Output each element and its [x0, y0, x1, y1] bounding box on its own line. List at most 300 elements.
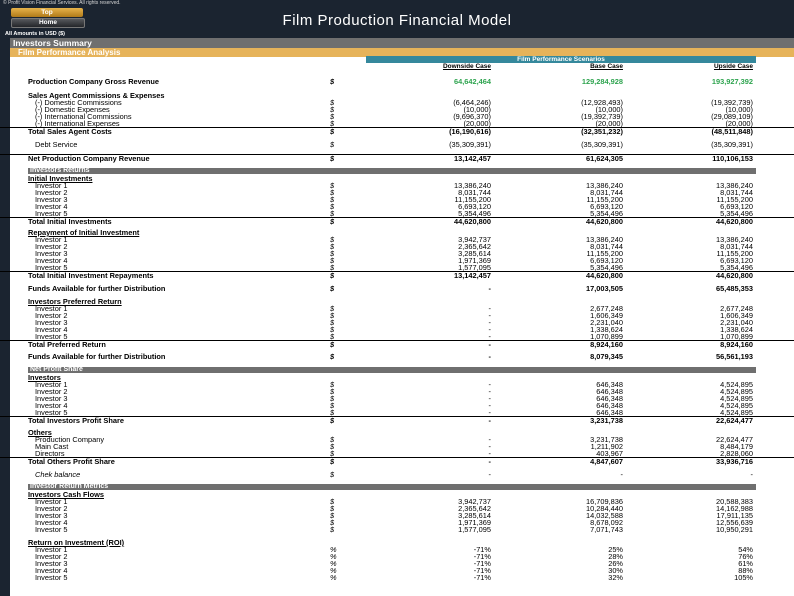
- row-unit: $: [330, 380, 335, 389]
- cell-value: 646,348: [596, 401, 623, 410]
- cell-value: 3,285,614: [458, 249, 491, 258]
- cell-value: (16,190,616): [449, 127, 491, 136]
- cell-value: 3,942,737: [458, 497, 491, 506]
- row-unit: $: [330, 235, 335, 244]
- cell-value: 105%: [734, 573, 753, 582]
- row-unit: $: [330, 518, 335, 527]
- cell-value: 11,155,200: [716, 249, 753, 258]
- table-row: [0, 512, 794, 519]
- cell-value: 2,677,248: [720, 304, 753, 313]
- row-label: (-) International Expenses: [35, 119, 120, 128]
- row-unit: $: [330, 449, 335, 458]
- row-unit: $: [330, 318, 335, 327]
- row-unit: $: [330, 416, 335, 425]
- cell-value: 1,577,095: [458, 263, 491, 272]
- cell-value: 1,211,902: [590, 442, 623, 451]
- cell-value: 61,624,305: [586, 154, 623, 163]
- row-unit: $: [330, 325, 335, 334]
- cell-value: 44,620,800: [716, 271, 753, 280]
- cell-value: -: [488, 387, 491, 396]
- row-label: Investor 4: [35, 256, 68, 265]
- table-row: [0, 436, 794, 443]
- row-unit: $: [330, 188, 335, 197]
- row-label: Investor 5: [35, 209, 68, 218]
- row-label: (-) Domestic Expenses: [35, 105, 110, 114]
- row-label: Investor 2: [35, 311, 68, 320]
- cell-value: 44,620,800: [586, 271, 623, 280]
- table-row: [0, 182, 794, 189]
- cell-value: 1,971,369: [458, 256, 491, 265]
- cell-value: -: [488, 394, 491, 403]
- section-bar: Net Profit Share: [28, 367, 756, 373]
- row-unit: $: [330, 311, 335, 320]
- row-unit: $: [330, 119, 335, 128]
- row-label: Directors: [35, 449, 65, 458]
- row-label: Production Company: [35, 435, 105, 444]
- row-label: Investors: [28, 373, 61, 382]
- row-unit: $: [330, 77, 335, 86]
- cell-value: 28%: [608, 552, 623, 561]
- cell-value: 1,070,899: [590, 332, 623, 341]
- row-label: Investor 5: [35, 408, 68, 417]
- cell-value: 32%: [608, 573, 623, 582]
- row-label: Funds Available for further Distribution: [28, 352, 166, 361]
- table-row: [0, 210, 794, 217]
- row-label: Investor 2: [35, 552, 68, 561]
- table-row: [0, 99, 794, 106]
- cell-value: 4,524,895: [720, 380, 753, 389]
- cell-value: 14,162,988: [716, 504, 753, 513]
- cell-value: 193,927,392: [711, 77, 753, 86]
- table-row: [0, 229, 794, 236]
- row-label: Investor 4: [35, 202, 68, 211]
- cell-value: 56,561,193: [716, 352, 753, 361]
- row-label: Total Preferred Return: [28, 340, 106, 349]
- table-row: [0, 264, 794, 271]
- table-row: [0, 127, 794, 135]
- cell-value: -: [488, 401, 491, 410]
- row-label: Total Initial Investments: [28, 217, 112, 226]
- cell-value: 3,231,738: [590, 416, 623, 425]
- table-row: [0, 560, 794, 567]
- row-label: (-) Domestic Commissions: [35, 98, 122, 107]
- cell-value: 64,642,464: [454, 77, 491, 86]
- copyright-text: © Profit Vision Financial Services. All rights reserved.: [3, 0, 121, 6]
- table-row: [0, 217, 794, 225]
- cell-value: 646,348: [596, 408, 623, 417]
- row-label: Investor 5: [35, 525, 68, 534]
- row-unit: $: [330, 271, 335, 280]
- cell-value: -: [488, 470, 491, 479]
- cell-value: 2,365,642: [458, 242, 491, 251]
- row-label: Others: [28, 428, 52, 437]
- cell-value: 11,155,200: [716, 195, 753, 204]
- table-row: [0, 429, 794, 436]
- cell-value: 1,606,349: [720, 311, 753, 320]
- cell-value: (35,309,391): [581, 140, 623, 149]
- cell-value: (6,464,246): [453, 98, 491, 107]
- top-button[interactable]: Top: [11, 8, 83, 17]
- table-row: [0, 505, 794, 512]
- row-unit: $: [330, 435, 335, 444]
- table-row: [0, 236, 794, 243]
- row-unit: $: [330, 457, 335, 466]
- cell-value: 2,828,060: [720, 449, 753, 458]
- row-label: Investor 2: [35, 242, 68, 251]
- cell-value: 22,624,477: [716, 416, 753, 425]
- table-row: [0, 305, 794, 312]
- table-row: [0, 243, 794, 250]
- row-label: Net Production Company Revenue: [28, 154, 150, 163]
- row-unit: %: [330, 552, 337, 561]
- table-row: [0, 457, 794, 465]
- cell-value: 44,620,800: [454, 217, 491, 226]
- row-label: Investor 2: [35, 188, 68, 197]
- row-unit: $: [330, 181, 335, 190]
- cell-value: -: [488, 311, 491, 320]
- row-label: Return on Investment (ROI): [28, 538, 125, 547]
- table-row: [0, 443, 794, 450]
- row-label: Investor 3: [35, 318, 68, 327]
- cell-value: 76%: [738, 552, 753, 561]
- subsection-title: Film Performance Analysis: [10, 48, 794, 57]
- row-label: Debt Service: [35, 140, 78, 149]
- cell-value: 17,911,135: [716, 511, 753, 520]
- cell-value: 8,924,160: [720, 340, 753, 349]
- table-row: [0, 402, 794, 409]
- row-unit: $: [330, 408, 335, 417]
- cell-value: (20,000): [725, 119, 753, 128]
- home-button[interactable]: Home: [11, 18, 85, 28]
- row-label: Repayment of Initial Investment: [28, 228, 140, 237]
- row-unit: %: [330, 545, 337, 554]
- cell-value: 2,231,040: [590, 318, 623, 327]
- cell-value: 54%: [738, 545, 753, 554]
- cell-value: 13,386,240: [586, 181, 623, 190]
- cell-value: 1,577,095: [458, 525, 491, 534]
- cell-value: -71%: [473, 545, 491, 554]
- cell-value: (12,928,493): [581, 98, 623, 107]
- cell-value: 14,032,588: [586, 511, 623, 520]
- row-label: Funds Available for further Distribution: [28, 284, 166, 293]
- row-unit: $: [330, 304, 335, 313]
- cell-value: 1,070,899: [720, 332, 753, 341]
- row-label: Investor 3: [35, 511, 68, 520]
- table-row: [0, 409, 794, 416]
- table-row: [0, 553, 794, 560]
- row-label: Investor 4: [35, 566, 68, 575]
- row-unit: $: [330, 340, 335, 349]
- row-unit: $: [330, 127, 335, 136]
- row-unit: $: [330, 387, 335, 396]
- table-row: [0, 271, 794, 279]
- cell-value: 6,693,120: [720, 256, 753, 265]
- row-unit: $: [330, 394, 335, 403]
- cell-value: 6,693,120: [590, 256, 623, 265]
- row-unit: %: [330, 559, 337, 568]
- cell-value: -: [750, 470, 753, 479]
- cell-value: 22,624,477: [716, 435, 753, 444]
- cell-value: (10,000): [463, 105, 491, 114]
- cell-value: 8,484,179: [720, 442, 753, 451]
- cell-value: (19,392,739): [711, 98, 753, 107]
- table-row: [0, 154, 794, 162]
- cell-value: 13,142,457: [454, 154, 491, 163]
- column-header-downside: Downside Case: [442, 63, 491, 70]
- table-row: [0, 567, 794, 574]
- row-unit: $: [330, 202, 335, 211]
- row-unit: $: [330, 263, 335, 272]
- row-unit: $: [330, 140, 335, 149]
- row-unit: $: [330, 525, 335, 534]
- row-unit: $: [330, 154, 335, 163]
- row-unit: $: [330, 112, 335, 121]
- row-label: Total Investors Profit Share: [28, 416, 124, 425]
- table-row: [0, 196, 794, 203]
- cell-value: 4,524,895: [720, 394, 753, 403]
- table-row: [0, 471, 794, 478]
- cell-value: -: [488, 284, 491, 293]
- row-unit: $: [330, 504, 335, 513]
- table-row: [0, 340, 794, 348]
- cell-value: 129,284,928: [581, 77, 623, 86]
- row-label: Investor 4: [35, 401, 68, 410]
- row-label: Investor 4: [35, 518, 68, 527]
- row-label: Investor 5: [35, 263, 68, 272]
- cell-value: 44,620,800: [716, 217, 753, 226]
- cell-value: 2,365,642: [458, 504, 491, 513]
- cell-value: 44,620,800: [586, 217, 623, 226]
- cell-value: 1,606,349: [590, 311, 623, 320]
- table-row: [0, 381, 794, 388]
- section-title: Investors Summary: [10, 38, 794, 48]
- cell-value: 646,348: [596, 394, 623, 403]
- cell-value: (20,000): [463, 119, 491, 128]
- row-unit: $: [330, 284, 335, 293]
- cell-value: 5,354,496: [590, 263, 623, 272]
- row-unit: $: [330, 256, 335, 265]
- cell-value: 17,003,505: [586, 284, 623, 293]
- row-label: Investor 1: [35, 497, 68, 506]
- cell-value: 8,079,345: [590, 352, 623, 361]
- row-label: Investor 4: [35, 325, 68, 334]
- currency-note: All Amounts in USD ($): [5, 31, 65, 37]
- row-label: Investor 5: [35, 573, 68, 582]
- cell-value: (19,392,739): [581, 112, 623, 121]
- table-row: [0, 333, 794, 340]
- cell-value: -71%: [473, 566, 491, 575]
- cell-value: 8,678,092: [590, 518, 623, 527]
- cell-value: (10,000): [725, 105, 753, 114]
- row-label: Investors Preferred Return: [28, 297, 122, 306]
- cell-value: 11,155,200: [586, 195, 623, 204]
- cell-value: 8,031,744: [590, 188, 623, 197]
- cell-value: (35,309,391): [711, 140, 753, 149]
- table-row: [0, 574, 794, 581]
- row-unit: %: [330, 566, 337, 575]
- cell-value: -: [488, 457, 491, 466]
- cell-value: 13,386,240: [454, 181, 491, 190]
- table-row: [0, 526, 794, 533]
- cell-value: 5,354,496: [590, 209, 623, 218]
- table-row: [0, 189, 794, 196]
- table-row: [0, 498, 794, 505]
- cell-value: -: [488, 332, 491, 341]
- cell-value: 6,693,120: [720, 202, 753, 211]
- row-label: Initial Investments: [28, 174, 93, 183]
- cell-value: 4,524,895: [720, 401, 753, 410]
- cell-value: 8,031,744: [720, 242, 753, 251]
- row-label: Total Others Profit Share: [28, 457, 115, 466]
- row-unit: $: [330, 497, 335, 506]
- header-bar: [0, 0, 794, 38]
- table-row: [0, 395, 794, 402]
- cell-value: 8,031,744: [720, 188, 753, 197]
- cell-value: -: [488, 352, 491, 361]
- cell-value: -71%: [473, 559, 491, 568]
- cell-value: 403,967: [596, 449, 623, 458]
- table-row: [0, 141, 794, 148]
- cell-value: 2,677,248: [590, 304, 623, 313]
- column-header-upside: Upside Case: [713, 63, 753, 70]
- table-row: [0, 519, 794, 526]
- row-unit: $: [330, 195, 335, 204]
- row-label: Investor 1: [35, 304, 68, 313]
- cell-value: 5,354,496: [720, 263, 753, 272]
- cell-value: 2,231,040: [720, 318, 753, 327]
- row-label: (-) International Commissions: [35, 112, 132, 121]
- cell-value: 10,950,291: [716, 525, 753, 534]
- row-label: Investor 3: [35, 394, 68, 403]
- row-unit: %: [330, 573, 337, 582]
- row-unit: $: [330, 442, 335, 451]
- cell-value: (10,000): [595, 105, 623, 114]
- cell-value: -: [620, 470, 623, 479]
- cell-value: 30%: [608, 566, 623, 575]
- table-row: [0, 388, 794, 395]
- table-row: [0, 175, 794, 182]
- row-unit: $: [330, 105, 335, 114]
- cell-value: -: [488, 442, 491, 451]
- cell-value: 5,354,496: [458, 209, 491, 218]
- cell-value: -: [488, 435, 491, 444]
- table-row: [0, 120, 794, 127]
- row-label: Investor 3: [35, 195, 68, 204]
- cell-value: 3,285,614: [458, 511, 491, 520]
- cell-value: 646,348: [596, 387, 623, 396]
- cell-value: 4,847,607: [590, 457, 623, 466]
- cell-value: 88%: [738, 566, 753, 575]
- cell-value: -: [488, 380, 491, 389]
- cell-value: 25%: [608, 545, 623, 554]
- cell-value: 6,693,120: [458, 202, 491, 211]
- cell-value: 12,556,639: [716, 518, 753, 527]
- row-unit: $: [330, 470, 335, 479]
- row-label: Investor 1: [35, 545, 68, 554]
- row-label: Chek balance: [35, 470, 81, 479]
- table-row: [0, 285, 794, 292]
- table-row: [0, 319, 794, 326]
- table-row: [0, 374, 794, 381]
- cell-value: 4,524,895: [720, 408, 753, 417]
- cell-value: 8,031,744: [458, 188, 491, 197]
- table-row: [0, 78, 794, 85]
- row-unit: $: [330, 98, 335, 107]
- cell-value: (48,511,848): [711, 127, 753, 136]
- row-label: Investor 2: [35, 387, 68, 396]
- cell-value: 13,386,240: [586, 235, 623, 244]
- cell-value: 10,284,440: [586, 504, 623, 513]
- table-row: [0, 491, 794, 498]
- row-unit: $: [330, 332, 335, 341]
- row-label: Total Sales Agent Costs: [28, 127, 112, 136]
- table-row: [0, 312, 794, 319]
- cell-value: 33,936,716: [716, 457, 753, 466]
- table-row: [0, 353, 794, 360]
- row-label: Investor 1: [35, 235, 68, 244]
- table-row: [0, 203, 794, 210]
- row-unit: $: [330, 511, 335, 520]
- row-label: Investor 3: [35, 559, 68, 568]
- cell-value: (32,351,232): [581, 127, 623, 136]
- table-row: [0, 326, 794, 333]
- cell-value: (9,696,370): [453, 112, 491, 121]
- cell-value: 7,071,743: [590, 525, 623, 534]
- page-title: Film Production Financial Model: [282, 12, 512, 29]
- cell-value: 646,348: [596, 380, 623, 389]
- cell-value: 13,386,240: [716, 235, 753, 244]
- row-unit: $: [330, 242, 335, 251]
- cell-value: 1,338,624: [590, 325, 623, 334]
- row-label: Investors Cash Flows: [28, 490, 104, 499]
- cell-value: 110,106,153: [712, 154, 753, 163]
- section-bar: Investor Return Metrics: [28, 484, 756, 490]
- row-unit: $: [330, 249, 335, 258]
- row-unit: $: [330, 401, 335, 410]
- row-unit: $: [330, 352, 335, 361]
- cell-value: 8,031,744: [590, 242, 623, 251]
- row-label: Investor 2: [35, 504, 68, 513]
- cell-value: 61%: [738, 559, 753, 568]
- table-row: [0, 539, 794, 546]
- cell-value: 11,155,200: [454, 195, 491, 204]
- cell-value: 6,693,120: [590, 202, 623, 211]
- cell-value: -: [488, 325, 491, 334]
- table-row: [0, 257, 794, 264]
- cell-value: 65,485,353: [716, 284, 753, 293]
- cell-value: 13,142,457: [454, 271, 491, 280]
- section-bar: Investors Returns: [28, 168, 756, 174]
- cell-value: 1,338,624: [720, 325, 753, 334]
- table-row: [0, 250, 794, 257]
- cell-value: 3,942,737: [458, 235, 491, 244]
- table-row: [0, 450, 794, 457]
- cell-value: (35,309,391): [449, 140, 491, 149]
- cell-value: 16,709,836: [586, 497, 623, 506]
- cell-value: -71%: [473, 573, 491, 582]
- row-label: Investor 1: [35, 181, 68, 190]
- cell-value: 3,231,738: [590, 435, 623, 444]
- cell-value: 5,354,496: [720, 209, 753, 218]
- table-row: [0, 298, 794, 305]
- row-label: Investor 1: [35, 380, 68, 389]
- table-row: [0, 416, 794, 424]
- row-unit: $: [330, 209, 335, 218]
- cell-value: (20,000): [595, 119, 623, 128]
- row-label: Total Initial Investment Repayments: [28, 271, 154, 280]
- cell-value: (29,089,109): [711, 112, 753, 121]
- cell-value: 1,971,369: [458, 518, 491, 527]
